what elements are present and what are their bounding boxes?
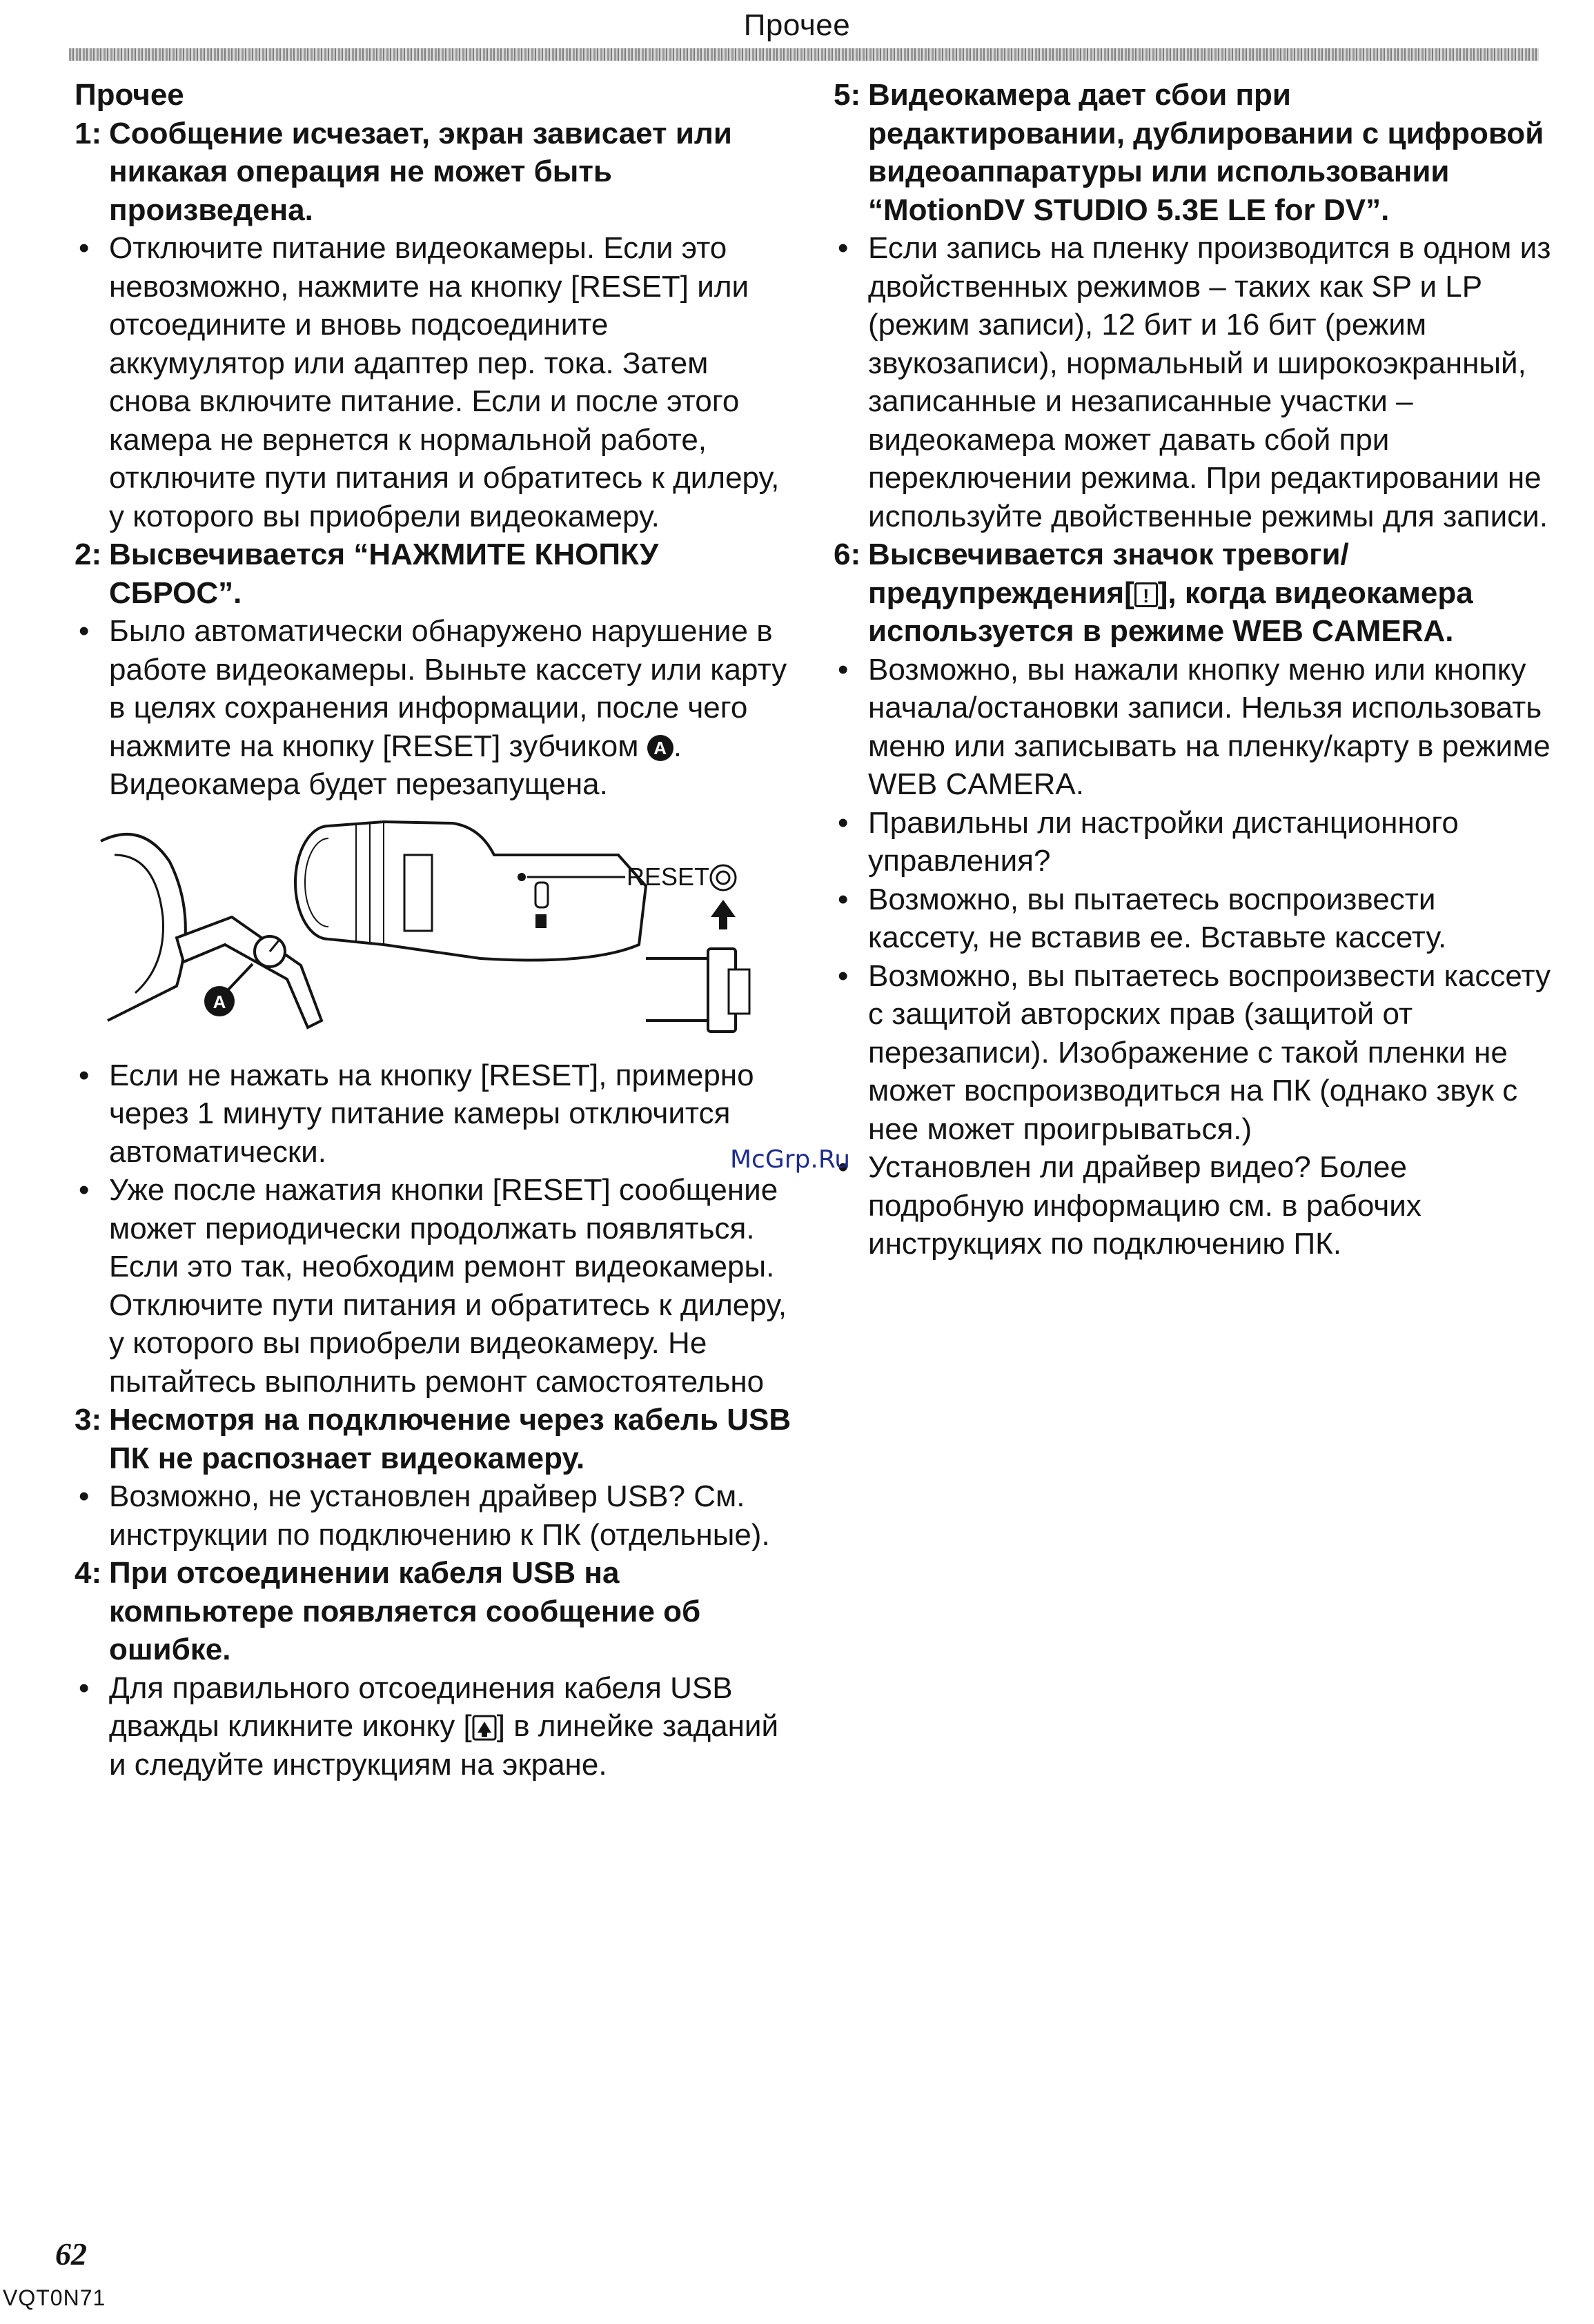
site-watermark: McGrp.Ru bbox=[730, 1145, 851, 1174]
answer-1-bullet: • Отключите питание видеокамеры. Если это невозможно, нажмите на кнопку [RESET] или отсоедините и вновь подсоедините аккумулятор или адаптер пер. тока. Затем снова включите питание. Если и после этого камера не вернется к нормальной работе, отключите пути питания и обратитесь к дилеру, у которого вы приобрели видеокамеру. bbox=[75, 229, 792, 535]
question-2: 2: Высвечивается “НАЖМИТЕ КНОПКУ СБРОС”. bbox=[75, 538, 659, 610]
page-number: 62 bbox=[55, 2236, 87, 2272]
answer-2-bullet-reset: • Было автоматически обнаружено нарушение в работе видеокамеры. Выньте кассету или карту в целях сохранения информации, после чего нажмите на кнопку [RESET] зубчиком A . Видеокамера будет перезапущена. bbox=[75, 612, 792, 804]
answer-6-bullet-cassette: • Возможно, вы пытаетесь воспроизвести кассету, не вставив ее. Вставьте кассету. bbox=[834, 880, 1551, 957]
page-header-title: Прочее bbox=[743, 8, 851, 42]
usb-safe-remove-icon bbox=[472, 1715, 497, 1741]
header-rule bbox=[69, 48, 1539, 61]
left-column bbox=[75, 76, 792, 1784]
document-code: VQT0N71 bbox=[3, 2285, 106, 2310]
question-1: 1: Сообщение исчезает, экран зависает или никакая операция не может быть произведена. bbox=[75, 116, 732, 227]
answer-6-bullet-copyright: • Возможно, вы пытаетесь воспроизвести кассету с защитой авторских прав (защитой от перезаписи). Изображение с такой пленки не может воспроизводиться на ПК (однако звук с нее может проигрываться.) bbox=[834, 957, 1551, 1149]
answer-2-bullet-repair: • Уже после нажатия кнопки [RESET] сообщение может периодически продолжать появляться. Если это так, необходим ремонт видеокамеры. Отключите пути питания и обратитесь к дилеру, у которого вы приобрели видеокамеру. Не пытайтесь выполнить ремонт самостоятельно bbox=[75, 1171, 792, 1401]
marker-a-icon: A bbox=[647, 735, 673, 761]
answer-6-bullet-driver: • Установлен ли драйвер видео? Более подробную информацию см. в рабочих инструкциях по подключению ПК. bbox=[834, 1148, 1551, 1263]
question-4: 4: При отсоединении кабеля USB на компьютере появляется сообщение об ошибке. bbox=[75, 1556, 701, 1666]
warning-icon: ! bbox=[1134, 582, 1158, 607]
question-6: 6: Высвечивается значок тревоги/ предупреждения[ ! ], когда видеокамера используется в режиме WEB CAMERA. bbox=[834, 538, 1473, 648]
camera-reset-illustration bbox=[94, 814, 784, 1048]
section-title: Прочее bbox=[75, 78, 184, 112]
answer-5-bullet: • Если запись на пленку производится в одном из двойственных режимов – таких как SP и LP (режим записи), 12 бит и 16 бит (режим звукозаписи), нормальный и широкоэкранный, записанные и незаписанные участки – видеокамера может давать сбой при переключении режима. При редактировании не используйте двойственные режимы для записи. bbox=[834, 229, 1551, 535]
question-3: 3: Несмотря на подключение через кабель USB ПК не распознает видеокамеру. bbox=[75, 1403, 791, 1475]
answer-2-bullet-auto-off: • Если не нажать на кнопку [RESET], примерно через 1 минуту питание камеры отключится автоматически. bbox=[75, 1056, 792, 1172]
reset-label: RESET bbox=[627, 862, 710, 891]
answer-4-bullet: • Для правильного отсоединения кабеля USB дважды кликните иконку [ ] в линейке заданий и следуйте инструкциям на экране. bbox=[75, 1669, 792, 1784]
right-column bbox=[834, 76, 1551, 1263]
answer-6-bullet-remote: • Правильны ли настройки дистанционного управления? bbox=[834, 804, 1551, 880]
question-5: 5: Видеокамера дает сбои при редактировании, дублировании с цифровой видеоаппаратуры или использовании “MotionDV STUDIO 5.3E LE for DV”. bbox=[834, 78, 1544, 227]
figure-marker-a: A bbox=[213, 991, 226, 1012]
answer-3-bullet: • Возможно, не установлен драйвер USB? См. инструкции по подключению к ПК (отдельные). bbox=[75, 1477, 792, 1554]
answer-6-bullet-menu: • Возможно, вы нажали кнопку меню или кнопку начала/остановки записи. Нельзя использовать меню или записывать на пленку/карту в режиме WEB CAMERA. bbox=[834, 651, 1551, 804]
